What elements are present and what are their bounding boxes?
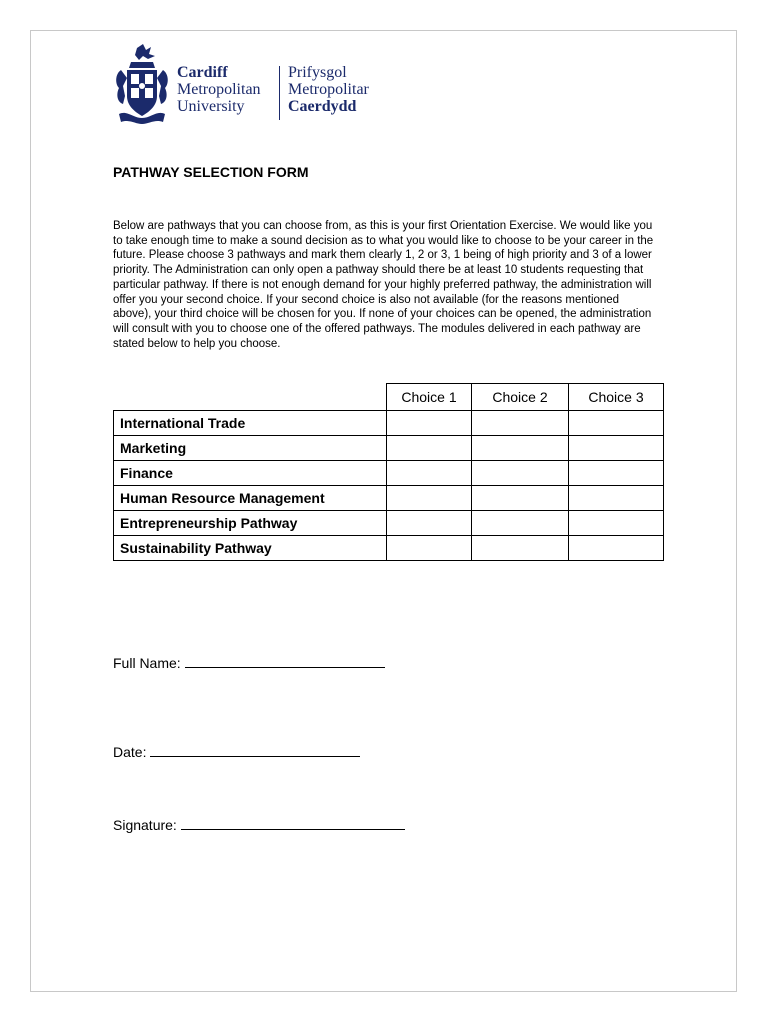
choice-1-cell[interactable] — [387, 486, 472, 511]
table-header-row — [114, 384, 664, 411]
logo-cy-line-1: Prifysgol — [288, 64, 347, 81]
header-choice-1: Choice 1 — [387, 384, 472, 411]
university-logo — [113, 44, 393, 130]
table-row — [114, 411, 664, 436]
full-name-line[interactable] — [185, 655, 385, 668]
table-row — [114, 536, 664, 561]
table-row — [114, 511, 664, 536]
logo-welsh-text — [288, 64, 369, 115]
choice-3-cell[interactable] — [569, 461, 664, 486]
choice-2-cell[interactable] — [472, 411, 569, 436]
header-choice-3: Choice 3 — [569, 384, 664, 411]
pathway-name: Sustainability Pathway — [114, 536, 387, 561]
pathway-name: International Trade — [114, 411, 387, 436]
choice-1-cell[interactable] — [387, 461, 472, 486]
logo-en-line-3: University — [177, 98, 245, 115]
signature-line[interactable] — [181, 817, 405, 830]
date-label: Date: — [113, 744, 147, 760]
header-choice-2: Choice 2 — [472, 384, 569, 411]
choice-1-cell[interactable] — [387, 411, 472, 436]
logo-english-text — [177, 64, 261, 115]
logo-divider — [279, 66, 280, 120]
logo-en-line-1: Cardiff — [177, 64, 228, 81]
header-blank-cell — [114, 384, 387, 411]
logo-en-line-2: Metropolitan — [177, 81, 261, 98]
table-row — [114, 486, 664, 511]
choice-2-cell[interactable] — [472, 536, 569, 561]
logo-cy-line-2: Metropolitar — [288, 81, 369, 98]
signature-field — [113, 817, 405, 833]
choice-3-cell[interactable] — [569, 486, 664, 511]
date-line[interactable] — [150, 744, 360, 757]
pathway-name: Human Resource Management — [114, 486, 387, 511]
crest-icon — [113, 44, 171, 130]
pathway-name: Finance — [114, 461, 387, 486]
table-row — [114, 436, 664, 461]
logo-cy-line-3: Caerdydd — [288, 98, 357, 115]
pathway-name: Entrepreneurship Pathway — [114, 511, 387, 536]
pathway-name: Marketing — [114, 436, 387, 461]
date-field — [113, 744, 360, 760]
choice-3-cell[interactable] — [569, 536, 664, 561]
signature-label: Signature: — [113, 817, 177, 833]
pathway-table — [113, 383, 664, 561]
choice-1-cell[interactable] — [387, 511, 472, 536]
choice-3-cell[interactable] — [569, 436, 664, 461]
choice-2-cell[interactable] — [472, 436, 569, 461]
choice-1-cell[interactable] — [387, 536, 472, 561]
full-name-field — [113, 655, 385, 671]
choice-2-cell[interactable] — [472, 486, 569, 511]
choice-2-cell[interactable] — [472, 511, 569, 536]
choice-1-cell[interactable] — [387, 436, 472, 461]
table-row — [114, 461, 664, 486]
choice-3-cell[interactable] — [569, 411, 664, 436]
form-title: PATHWAY SELECTION FORM — [113, 164, 309, 180]
full-name-label: Full Name: — [113, 655, 181, 671]
choice-3-cell[interactable] — [569, 511, 664, 536]
intro-paragraph: Below are pathways that you can choose from, as this is your first Orientation Exercise. We would like you to take enough time to make a sound decision as to what you would like to choose to be your career in the future. Please choose 3 pathways and mark them clearly 1, 2 or 3, 1 being of high priority and 3 of a lower priority. The Administration can only open a pathway should there be at least 10 students requesting that particular pathway. If there is not enough demand for your highly preferred pathway, the administration will offer you your second choice. If your second choice is also not available (for the reasons mentioned above), your third choice will be chosen for you. If none of your choices can be opened, the administration will consult with you to choose one of the offered pathways. The modules delivered in each pathway are stated below to help you choose. — [113, 220, 654, 350]
choice-2-cell[interactable] — [472, 461, 569, 486]
